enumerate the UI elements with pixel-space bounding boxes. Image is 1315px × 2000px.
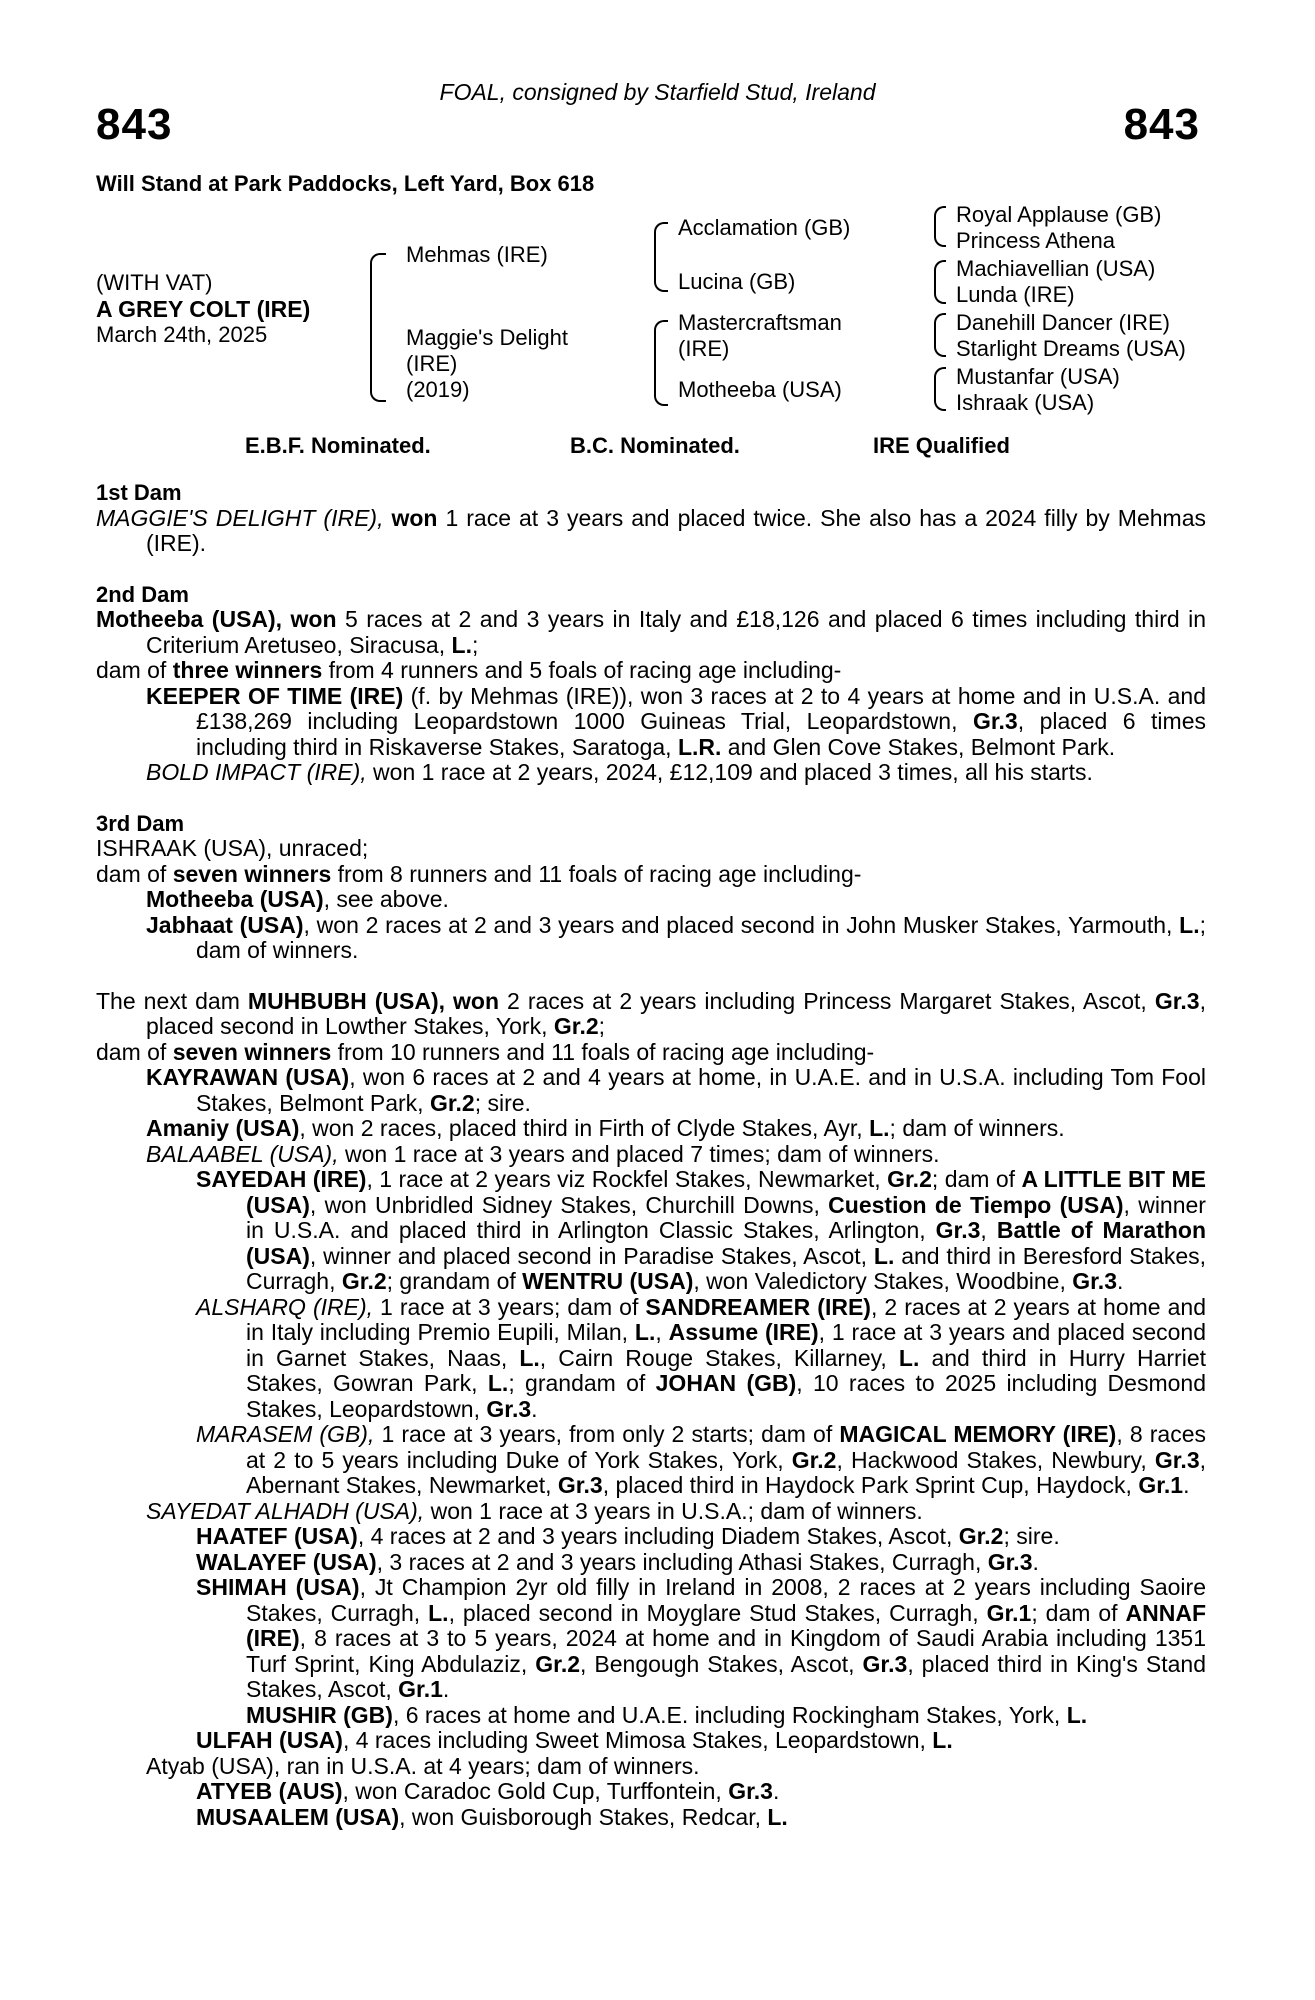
consignor-line: FOAL, consigned by Starfield Stud, Ireland (439, 79, 876, 105)
punct: ; (598, 1013, 606, 1039)
horse-name-bold: MUSAALEM (USA) (196, 1803, 400, 1830)
horse-name-bold: SAYEDAH (IRE) (196, 1166, 367, 1192)
horse-name-bold: Amaniy (USA) (146, 1115, 300, 1141)
race-text: , 10 races to 2025 including Desmond Stakes, Leopardstown, (246, 1370, 1206, 1422)
listed-mark: L. (451, 631, 472, 658)
progeny-walayef (96, 1550, 1206, 1576)
progeny-amaniy (96, 1116, 1206, 1142)
runners-text: from 8 runners and 11 foals of racing age including- (331, 860, 862, 887)
first-dam-heading: 1st Dam (96, 480, 182, 505)
third-dam-produce (96, 862, 1206, 888)
pedigree-brace-2a (654, 222, 668, 292)
winners-count: seven winners (172, 860, 332, 887)
punct: , (655, 1319, 669, 1345)
horse-name-italic: SAYEDAT ALHADH (USA), (146, 1497, 425, 1524)
horse-name-italic: BALAABEL (USA), (146, 1140, 339, 1167)
pedigree-brace-1 (370, 253, 386, 402)
race-text: 1 race at 3 years; dam of (373, 1293, 646, 1320)
pedigree-dam-l1: Maggie's Delight (406, 325, 568, 350)
progeny-haatef (96, 1524, 1206, 1550)
pedigree-brace-3b (934, 260, 946, 304)
grade-mark: Gr.2 (553, 1013, 599, 1039)
pedigree-dsd: Starlight Dreams (USA) (956, 336, 1186, 361)
second-dam-heading: 2nd Dam (96, 581, 189, 607)
grade-mark: Gr.3 (1154, 1446, 1200, 1473)
punct: . (772, 1778, 780, 1804)
race-text: ; sire. (474, 1089, 531, 1116)
second-dam-entry (96, 607, 1206, 658)
race-text: ; dam of winners. (889, 1115, 1065, 1141)
winners-count: seven winners (172, 1038, 332, 1065)
horse-name-bold: KAYRAWAN (USA) (146, 1064, 350, 1090)
punct: . (1183, 1472, 1190, 1498)
horse-name-bold: ANNAF (IRE) (246, 1599, 1207, 1651)
punct: , (980, 1217, 997, 1243)
race-text: , Jt Champion 2yr old filly in Ireland in 2008, 2 races at 2 years including Saoire Stakes, Curragh, (246, 1574, 1206, 1626)
foaling-date: March 24th, 2025 (96, 322, 268, 347)
ebf-nomination: E.B.F. Nominated. (245, 433, 431, 458)
grade-mark: Gr.3 (987, 1548, 1033, 1575)
pedigree-ss: Acclamation (GB) (678, 215, 851, 240)
grade-mark: Gr.1 (986, 1599, 1032, 1626)
race-text: , placed third in King's Stand Stakes, Ascot, (246, 1650, 1206, 1702)
race-text: 2 races at 2 years including Princess Margaret Stakes, Ascot, (499, 987, 1155, 1014)
grade-mark: Gr.2 (429, 1089, 475, 1116)
punct: . (1117, 1268, 1124, 1294)
next-dam-entry (96, 989, 1206, 1040)
race-text: , see above. (323, 886, 449, 912)
horse-name-bold: Jabhaat (USA) (146, 911, 304, 938)
winners-count: three winners (172, 657, 323, 683)
horse-name-bold: Battle of Marathon (USA) (246, 1217, 1207, 1269)
grade-mark: L. (634, 1319, 656, 1345)
pedigree-ds-l2: (IRE) (678, 336, 730, 361)
grade-mark: L. (898, 1344, 920, 1371)
first-dam-entry (96, 506, 1206, 557)
lot-number-right: 843 (1123, 100, 1200, 149)
grade-mark: Gr.2 (958, 1523, 1004, 1549)
race-text: , won 6 races at 2 and 4 years at home, in U.A.E. and in U.S.A. including Tom Fool Stakes, Belmont Park, (196, 1064, 1206, 1116)
horse-name: A GREY COLT (IRE) (96, 296, 311, 322)
race-text: , placed third in Haydock Park Sprint Cup, Haydock, (602, 1472, 1139, 1498)
grade-mark: Gr.2 (887, 1166, 932, 1192)
horse-name-bold: ULFAH (USA) (196, 1727, 343, 1753)
grade-mark: L. (767, 1803, 788, 1830)
first-dam-text: 1 race at 3 years and placed twice. She also has a 2024 filly by Mehmas (IRE). (146, 504, 1207, 556)
race-text: , Abernant Stakes, Newmarket, (246, 1446, 1207, 1498)
first-dam-name: MAGGIE'S DELIGHT (IRE), (96, 504, 384, 531)
race-text: ; sire. (1003, 1523, 1060, 1549)
grade-mark: Gr.3 (728, 1778, 773, 1804)
race-text: , placed second in Lowther Stakes, York, (146, 987, 1206, 1039)
grade-mark: Gr.1 (1138, 1472, 1184, 1498)
race-text: ; dam of (1031, 1599, 1126, 1626)
grade-mark: Gr.2 (791, 1446, 837, 1473)
progeny-balaabel (96, 1142, 1206, 1168)
progeny-keeper-of-time (96, 684, 1206, 761)
punct: . (531, 1395, 538, 1422)
grade-mark: L. (519, 1344, 540, 1371)
grade-mark: L. (1066, 1701, 1088, 1728)
runners-text: from 4 runners and 5 foals of racing age including- (322, 657, 842, 683)
race-text: , placed second in Moyglare Stud Stakes, Curragh, (448, 1599, 987, 1626)
progeny-bold-impact (96, 760, 1206, 786)
race-text: , 4 races at 2 and 3 years including Diadem Stakes, Ascot, (357, 1523, 959, 1549)
race-text: , 8 races at 2 to 5 years including Duke of York Stakes, York, (246, 1421, 1206, 1473)
progeny-jabhaat (96, 913, 1206, 964)
horse-name-bold: Motheeba (USA) (146, 886, 324, 912)
race-text: , won Guisborough Stakes, Redcar, (399, 1803, 768, 1830)
punct: ; (471, 631, 479, 658)
race-text: , 1 race at 3 years and placed second in Garnet Stakes, Naas, (246, 1319, 1207, 1371)
grade-mark: Gr.3 (972, 708, 1018, 734)
runners-text: from 10 runners and 11 foals of racing age including- (331, 1038, 875, 1065)
pedigree-dam-l3: (2019) (406, 377, 470, 402)
progeny-sayedat-alhadh (96, 1499, 1206, 1525)
grade-mark: Gr.3 (935, 1217, 981, 1243)
horse-name-bold: WALAYEF (USA) (196, 1548, 377, 1575)
progeny-ulfah (96, 1728, 1206, 1754)
race-text: , won Caradoc Gold Cup, Turffontein, (342, 1778, 729, 1804)
pedigree-sire: Mehmas (IRE) (406, 242, 548, 267)
horse-name-bold: WENTRU (USA) (522, 1268, 694, 1294)
progeny-musaalem (96, 1805, 1206, 1831)
horse-name-bold: A LITTLE BIT ME (USA) (246, 1166, 1207, 1218)
horse-name-bold: MAGICAL MEMORY (IRE) (839, 1421, 1117, 1447)
progeny-kayrawan (96, 1065, 1206, 1116)
grade-mark: L. (869, 1115, 890, 1141)
race-text: , won 2 races, placed third in Firth of Clyde Stakes, Ayr, (299, 1115, 870, 1141)
grade-mark: Gr.1 (398, 1676, 443, 1702)
dam-of-label: dam of (96, 657, 173, 683)
second-dam-produce (96, 658, 1206, 684)
horse-name-bold: SHIMAH (USA) (196, 1574, 360, 1600)
pedigree-dss: Danehill Dancer (IRE) (956, 310, 1170, 335)
punct: . (1032, 1548, 1039, 1575)
progeny-marasem (96, 1422, 1206, 1499)
next-dam-section (96, 989, 1206, 1831)
pedigree-dds: Mustanfar (USA) (956, 364, 1120, 389)
race-text: , 1 race at 2 years viz Rockfel Stakes, Newmarket, (366, 1166, 888, 1192)
race-text: ; dam of winners. (196, 911, 1207, 963)
race-text: 1 race at 3 years, from only 2 starts; dam of (374, 1421, 840, 1447)
first-dam-won: won (391, 504, 438, 531)
race-text: , placed 6 times including third in Riskaverse Stakes, Saratoga, (196, 708, 1206, 760)
race-text: and third in Hurry Harriet Stakes, Gowran Park, (246, 1344, 1207, 1396)
race-text: ; grandam of (508, 1370, 656, 1396)
pedigree-brace-3c (934, 313, 946, 357)
horse-name-bold: Assume (IRE) (668, 1319, 819, 1345)
pedigree-brace-3a (934, 206, 946, 247)
horse-name-bold: ATYEB (AUS) (196, 1778, 343, 1804)
race-text: won 1 race at 3 years and placed 7 times; dam of winners. (338, 1140, 940, 1167)
race-text: won 1 race at 3 years in U.S.A.; dam of winners. (424, 1497, 923, 1524)
grade-mark: Gr.2 (535, 1650, 581, 1677)
third-dam-section (96, 811, 1206, 964)
race-text: , 6 races at home and U.A.E. including Rockingham Stakes, York, (392, 1701, 1067, 1728)
pedigree-brace-3d (934, 367, 946, 411)
race-text: , winner in U.S.A. and placed third in Arlington Classic Stakes, Arlington, (246, 1191, 1206, 1243)
horse-name-bold: HAATEF (USA) (196, 1523, 358, 1549)
pedigree-sdd: Lunda (IRE) (956, 282, 1075, 307)
next-dam-produce (96, 1040, 1206, 1066)
race-text: , 8 races at 3 to 5 years, 2024 at home and in Kingdom of Saudi Arabia including 1351 Turf Sprint, King Abdulaziz, (246, 1625, 1206, 1677)
bc-nomination: B.C. Nominated. (570, 433, 740, 458)
horse-name-bold: KEEPER OF TIME (IRE) (146, 682, 404, 709)
vat-note: (WITH VAT) (96, 270, 213, 295)
grade-mark: Gr.3 (1154, 987, 1200, 1014)
grade-mark: L. (428, 1599, 449, 1626)
grade-mark: L. (1179, 911, 1200, 938)
horse-name-italic: MARASEM (GB), (196, 1421, 375, 1447)
punct: . (442, 1676, 450, 1702)
progeny-motheeba (96, 887, 1206, 913)
ire-qualified: IRE Qualified (873, 433, 1010, 458)
grade-mark: L.R. (677, 733, 722, 760)
grade-mark: L. (932, 1727, 953, 1753)
progeny-shimah (96, 1575, 1206, 1703)
race-text: won 1 race at 2 years, 2024, £12,109 and placed 3 times, all his starts. (366, 759, 1093, 785)
catalogue-body (96, 480, 1206, 1830)
race-text: ; dam of (931, 1166, 1022, 1192)
race-text: , Hackwood Stakes, Newbury, (836, 1446, 1155, 1473)
race-text: and Glen Cove Stakes, Belmont Park. (721, 733, 1116, 760)
pedigree-sd: Lucina (GB) (678, 269, 796, 294)
horse-name-italic: ALSHARQ (IRE), (196, 1293, 374, 1320)
grade-mark: Gr.3 (862, 1650, 908, 1677)
pedigree-brace-2b (654, 320, 668, 406)
pedigree-dd: Motheeba (USA) (678, 377, 842, 402)
horse-name-bold: MUHBUBH (USA), won (247, 987, 500, 1014)
pedigree-ssd: Princess Athena (956, 228, 1115, 253)
grade-mark: Gr.3 (1072, 1268, 1117, 1294)
race-text: , won 2 races at 2 and 3 years and placed second in John Musker Stakes, Yarmouth, (303, 911, 1180, 938)
dam-of-label: dam of (96, 860, 173, 887)
race-text: , Cairn Rouge Stakes, Killarney, (539, 1344, 899, 1371)
race-text: , 2 races at 2 years at home and in Italy including Premio Eupili, Milan, (246, 1293, 1206, 1345)
horse-name-bold: Cuestion de Tiempo (USA) (828, 1191, 1124, 1218)
progeny-mushir (96, 1703, 1206, 1729)
pedigree-ds-l1: Mastercraftsman (678, 310, 842, 335)
grade-mark: Gr.2 (341, 1268, 387, 1294)
pedigree-ddd: Ishraak (USA) (956, 390, 1095, 415)
next-dam-label: The next dam (96, 987, 248, 1014)
progeny-atyeb (96, 1779, 1206, 1805)
second-dam-name: Motheeba (USA), (96, 606, 283, 632)
stable-location: Will Stand at Park Paddocks, Left Yard, Box 618 (96, 171, 595, 196)
pedigree-dam-l2: (IRE) (406, 351, 458, 376)
pedigree-sds: Machiavellian (USA) (956, 256, 1156, 281)
grade-mark: Gr.3 (486, 1395, 532, 1422)
grade-mark: L. (873, 1242, 895, 1269)
race-text: ; grandam of (386, 1268, 523, 1294)
second-dam-text: 5 races at 2 and 3 years in Italy and £18,126 and placed 6 times including third in Criterium Aretuseo, Siracusa, (146, 606, 1206, 658)
race-text: , 3 races at 2 and 3 years including Athasi Stakes, Curragh, (376, 1548, 988, 1575)
grade-mark: L. (487, 1370, 509, 1396)
pedigree-sss: Royal Applause (GB) (956, 202, 1162, 227)
third-dam-entry: ISHRAAK (USA), unraced; (96, 835, 369, 861)
second-dam-won: won (290, 606, 337, 632)
progeny-sayedah (96, 1167, 1206, 1295)
race-text: , won Valedictory Stakes, Woodbine, (693, 1268, 1073, 1294)
progeny-alsharq (96, 1295, 1206, 1423)
race-text: , Bengough Stakes, Ascot, (580, 1650, 863, 1677)
lot-number-left: 843 (96, 100, 173, 149)
horse-name-bold: SANDREAMER (IRE) (645, 1293, 871, 1320)
horse-name-bold: JOHAN (GB) (655, 1370, 797, 1396)
race-text: and third in Beresford Stakes, Curragh, (246, 1242, 1207, 1294)
grade-mark: Gr.3 (557, 1472, 603, 1498)
dam-of-label: dam of (96, 1038, 173, 1065)
second-dam-section (96, 582, 1206, 786)
race-text: , won Unbridled Sidney Stakes, Churchill Downs, (309, 1191, 829, 1218)
progeny-atyab: Atyab (USA), ran in U.S.A. at 4 years; dam of winners. (146, 1752, 700, 1779)
third-dam-heading: 3rd Dam (96, 810, 185, 836)
race-text: (f. by Mehmas (IRE)), won 3 races at 2 to 4 years at home and in U.S.A. and £138,269 including Leopardstown 1000 Guineas Trial, Leopardstown, (196, 682, 1206, 734)
race-text: , winner and placed second in Paradise Stakes, Ascot, (309, 1242, 874, 1269)
horse-name-bold: MUSHIR (GB) (246, 1701, 393, 1728)
first-dam-section (96, 480, 1206, 557)
horse-name-italic: BOLD IMPACT (IRE), (146, 759, 367, 785)
race-text: , 4 races including Sweet Mimosa Stakes, Leopardstown, (342, 1727, 933, 1753)
